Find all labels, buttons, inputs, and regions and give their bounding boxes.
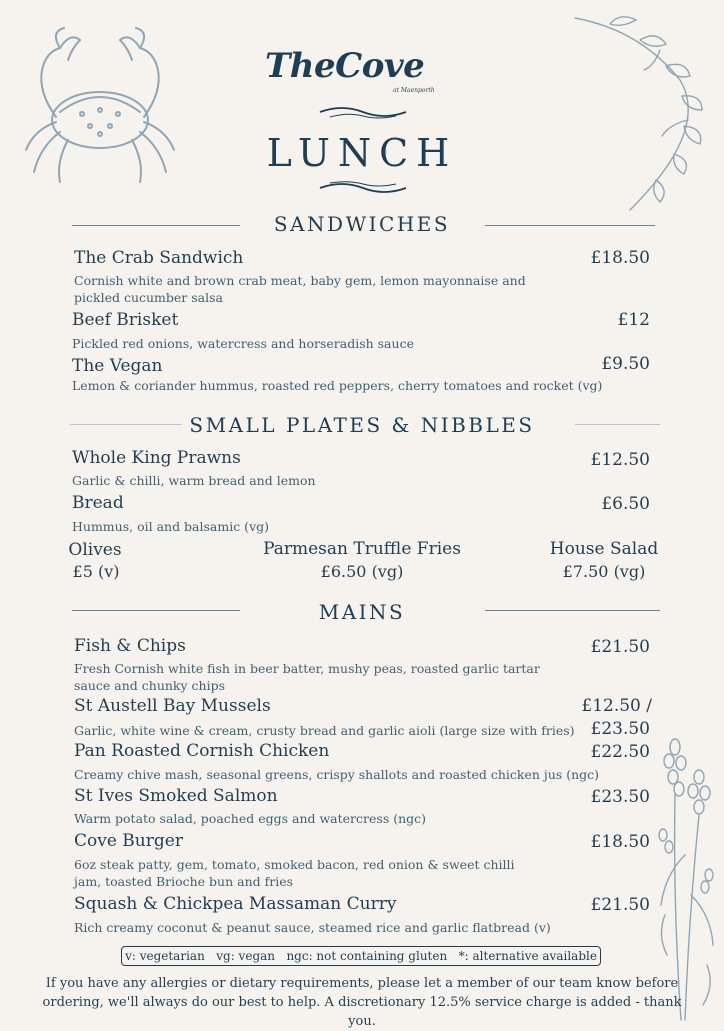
menu-item-name: The Vegan — [72, 356, 163, 376]
menu-item-description: Garlic & chilli, warm bread and lemon — [72, 473, 316, 488]
wave-divider-bottom — [318, 180, 408, 196]
side-item-name: House Salad — [549, 539, 659, 559]
menu-item-name: St Austell Bay Mussels — [74, 696, 271, 716]
menu-item-name: Squash & Chickpea Massaman Curry — [74, 894, 397, 914]
menu-item-name: St Ives Smoked Salmon — [74, 786, 278, 806]
side-item-price: £5 (v) — [72, 562, 120, 581]
section-title-small-plates: SMALL PLATES & NIBBLES — [189, 413, 535, 437]
menu-item-description: Pickled red onions, watercress and horseradish sauce — [72, 336, 414, 351]
menu-item-description: Warm potato salad, poached eggs and watercress (ngc) — [74, 811, 427, 826]
menu-item-name: Beef Brisket — [72, 310, 179, 330]
menu-item-description: Cornish white and brown crab meat, baby gem, lemon mayonnaise and pickled cucumber salsa — [74, 273, 526, 305]
menu-item-description: Rich creamy coconut & peanut sauce, steamed rice and garlic flatbread (v) — [74, 920, 551, 935]
menu-item-price: £6.50 — [601, 494, 650, 514]
menu-item-description: Fresh Cornish white fish in beer batter, mushy peas, roasted garlic tartar sauce and chunky chips — [74, 661, 540, 693]
menu-item-price: £18.50 — [590, 248, 650, 268]
side-item-price: £6.50 (vg) — [320, 562, 404, 581]
menu-item-price: £12 — [617, 310, 650, 330]
brand-logo — [265, 46, 465, 98]
menu-item-name: Cove Burger — [74, 831, 183, 851]
menu-item-price: £12.50 — [590, 450, 650, 470]
menu-item-price: £21.50 — [590, 637, 650, 657]
dietary-legend: v: vegetarian vg: vegan ngc: not containing gluten *: alternative available — [121, 946, 601, 966]
side-item-name: Parmesan Truffle Fries — [263, 539, 461, 559]
section-title-sandwiches: SANDWICHES — [273, 212, 451, 236]
menu-item-price: £23.50 — [590, 787, 650, 807]
menu-item-price: £21.50 — [590, 895, 650, 915]
menu-item-price: £22.50 — [590, 742, 650, 762]
menu-item-name: Whole King Prawns — [72, 448, 241, 468]
section-title-mains: MAINS — [318, 600, 406, 624]
menu-item-name: Bread — [72, 493, 124, 513]
menu-item-description: Creamy chive mash, seasonal greens, crispy shallots and roasted chicken jus (ngc) — [74, 767, 600, 782]
wave-divider-top — [318, 104, 408, 120]
menu-item-price-large: £23.50 — [590, 719, 650, 739]
menu-item-price: £12.50 / — [581, 696, 652, 716]
menu-item-description: Hummus, oil and balsamic (vg) — [72, 519, 270, 534]
menu-item-name: Pan Roasted Cornish Chicken — [74, 741, 330, 761]
side-item-price: £7.50 (vg) — [562, 562, 646, 581]
menu-item-description: 6oz steak patty, gem, tomato, smoked bacon, red onion & sweet chilli jam, toasted Brioche bun and fries — [74, 857, 515, 889]
menu-item-price: £18.50 — [590, 832, 650, 852]
menu-item-name: The Crab Sandwich — [74, 248, 244, 268]
menu-item-price: £9.50 — [601, 354, 650, 374]
menu-title: LUNCH — [266, 131, 458, 175]
leaf-branch-illustration — [570, 10, 720, 215]
menu-item-description: Garlic, white wine & cream, crusty bread and garlic aioli (large size with fries) — [74, 723, 575, 738]
menu-item-description: Lemon & coriander hummus, roasted red peppers, cherry tomatoes and rocket (vg) — [72, 378, 603, 393]
brand-name: TheCove — [265, 46, 425, 86]
allergy-footer-note: If you have any allergies or dietary requirements, please let a member of our team know before ordering, we'll always do our best to help. A discretionary 12.5% service charge is added - thank you. — [42, 976, 682, 1029]
brand-location: at Maenporth — [393, 87, 435, 94]
menu-item-name: Fish & Chips — [74, 636, 186, 656]
side-item-name: Olives — [68, 540, 122, 560]
